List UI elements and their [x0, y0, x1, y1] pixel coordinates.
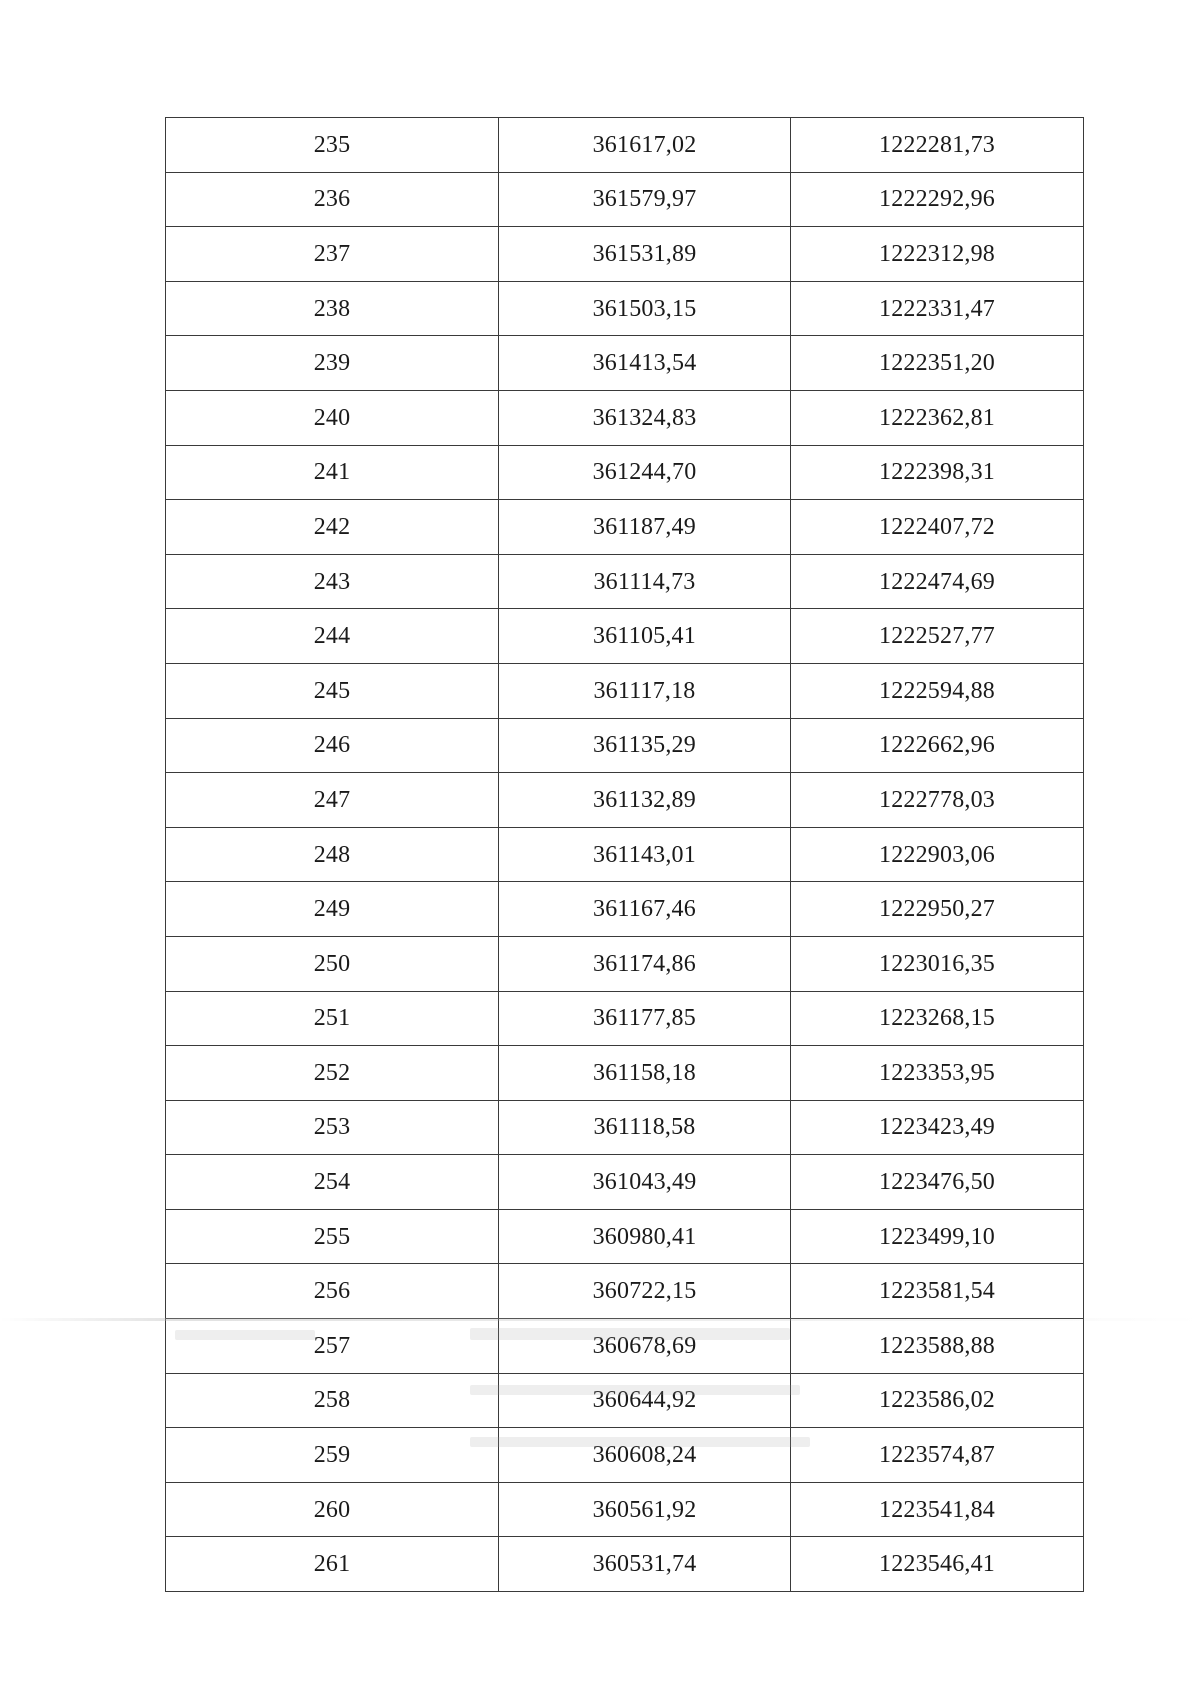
point-number-cell: 237 — [166, 227, 499, 282]
x-coordinate-cell: 361177,85 — [499, 991, 791, 1046]
y-coordinate-cell: 1223423,49 — [791, 1100, 1084, 1155]
point-number-cell: 246 — [166, 718, 499, 773]
y-coordinate-cell: 1223574,87 — [791, 1428, 1084, 1483]
table-row — [166, 827, 1084, 882]
x-coordinate-cell: 361413,54 — [499, 336, 791, 391]
table-row — [166, 281, 1084, 336]
point-number-cell: 253 — [166, 1100, 499, 1155]
table-row — [166, 500, 1084, 555]
y-coordinate-cell: 1222362,81 — [791, 390, 1084, 445]
y-coordinate-cell: 1222950,27 — [791, 882, 1084, 937]
point-number-cell: 240 — [166, 390, 499, 445]
y-coordinate-cell: 1222281,73 — [791, 118, 1084, 173]
point-number-cell: 255 — [166, 1209, 499, 1264]
point-number-cell: 248 — [166, 827, 499, 882]
y-coordinate-cell: 1222331,47 — [791, 281, 1084, 336]
point-number-cell: 257 — [166, 1319, 499, 1374]
table-row — [166, 663, 1084, 718]
y-coordinate-cell: 1223588,88 — [791, 1319, 1084, 1374]
table-row — [166, 609, 1084, 664]
y-coordinate-cell: 1223268,15 — [791, 991, 1084, 1046]
table-row — [166, 172, 1084, 227]
table-row — [166, 1428, 1084, 1483]
x-coordinate-cell: 360980,41 — [499, 1209, 791, 1264]
y-coordinate-cell: 1222594,88 — [791, 663, 1084, 718]
y-coordinate-cell: 1222312,98 — [791, 227, 1084, 282]
table-row — [166, 1482, 1084, 1537]
x-coordinate-cell: 361187,49 — [499, 500, 791, 555]
point-number-cell: 258 — [166, 1373, 499, 1428]
table-row — [166, 336, 1084, 391]
y-coordinate-cell: 1222778,03 — [791, 773, 1084, 828]
point-number-cell: 250 — [166, 936, 499, 991]
y-coordinate-cell: 1223541,84 — [791, 1482, 1084, 1537]
point-number-cell: 241 — [166, 445, 499, 500]
table-row — [166, 445, 1084, 500]
point-number-cell: 261 — [166, 1537, 499, 1592]
point-number-cell: 235 — [166, 118, 499, 173]
table-row — [166, 390, 1084, 445]
point-number-cell: 242 — [166, 500, 499, 555]
point-number-cell: 247 — [166, 773, 499, 828]
y-coordinate-cell: 1222527,77 — [791, 609, 1084, 664]
y-coordinate-cell: 1223499,10 — [791, 1209, 1084, 1264]
x-coordinate-cell: 360644,92 — [499, 1373, 791, 1428]
table-row — [166, 1155, 1084, 1210]
table-row — [166, 554, 1084, 609]
coordinates-table — [165, 117, 1084, 1592]
point-number-cell: 260 — [166, 1482, 499, 1537]
y-coordinate-cell: 1222903,06 — [791, 827, 1084, 882]
point-number-cell: 252 — [166, 1046, 499, 1101]
x-coordinate-cell: 361043,49 — [499, 1155, 791, 1210]
x-coordinate-cell: 360561,92 — [499, 1482, 791, 1537]
y-coordinate-cell: 1222474,69 — [791, 554, 1084, 609]
point-number-cell: 259 — [166, 1428, 499, 1483]
table-row — [166, 882, 1084, 937]
y-coordinate-cell: 1223586,02 — [791, 1373, 1084, 1428]
x-coordinate-cell: 360678,69 — [499, 1319, 791, 1374]
x-coordinate-cell: 361135,29 — [499, 718, 791, 773]
table-row — [166, 991, 1084, 1046]
table-row — [166, 1373, 1084, 1428]
y-coordinate-cell: 1222407,72 — [791, 500, 1084, 555]
y-coordinate-cell: 1222351,20 — [791, 336, 1084, 391]
point-number-cell: 245 — [166, 663, 499, 718]
x-coordinate-cell: 361617,02 — [499, 118, 791, 173]
x-coordinate-cell: 360722,15 — [499, 1264, 791, 1319]
table-row — [166, 118, 1084, 173]
table-row — [166, 227, 1084, 282]
x-coordinate-cell: 361117,18 — [499, 663, 791, 718]
x-coordinate-cell: 361105,41 — [499, 609, 791, 664]
point-number-cell: 251 — [166, 991, 499, 1046]
coordinates-table-body — [166, 118, 1084, 1592]
x-coordinate-cell: 361531,89 — [499, 227, 791, 282]
x-coordinate-cell: 360608,24 — [499, 1428, 791, 1483]
point-number-cell: 239 — [166, 336, 499, 391]
point-number-cell: 254 — [166, 1155, 499, 1210]
x-coordinate-cell: 361114,73 — [499, 554, 791, 609]
x-coordinate-cell: 361132,89 — [499, 773, 791, 828]
table-row — [166, 1100, 1084, 1155]
point-number-cell: 244 — [166, 609, 499, 664]
y-coordinate-cell: 1222398,31 — [791, 445, 1084, 500]
point-number-cell: 256 — [166, 1264, 499, 1319]
point-number-cell: 249 — [166, 882, 499, 937]
x-coordinate-cell: 361118,58 — [499, 1100, 791, 1155]
table-row — [166, 1046, 1084, 1101]
y-coordinate-cell: 1222662,96 — [791, 718, 1084, 773]
y-coordinate-cell: 1222292,96 — [791, 172, 1084, 227]
x-coordinate-cell: 361174,86 — [499, 936, 791, 991]
x-coordinate-cell: 361503,15 — [499, 281, 791, 336]
point-number-cell: 243 — [166, 554, 499, 609]
point-number-cell: 238 — [166, 281, 499, 336]
x-coordinate-cell: 360531,74 — [499, 1537, 791, 1592]
y-coordinate-cell: 1223353,95 — [791, 1046, 1084, 1101]
table-row — [166, 773, 1084, 828]
table-row — [166, 1209, 1084, 1264]
table-row — [166, 718, 1084, 773]
y-coordinate-cell: 1223546,41 — [791, 1537, 1084, 1592]
table-row — [166, 1319, 1084, 1374]
point-number-cell: 236 — [166, 172, 499, 227]
y-coordinate-cell: 1223016,35 — [791, 936, 1084, 991]
x-coordinate-cell: 361244,70 — [499, 445, 791, 500]
x-coordinate-cell: 361579,97 — [499, 172, 791, 227]
table-row — [166, 1537, 1084, 1592]
table-row — [166, 1264, 1084, 1319]
x-coordinate-cell: 361158,18 — [499, 1046, 791, 1101]
x-coordinate-cell: 361167,46 — [499, 882, 791, 937]
y-coordinate-cell: 1223476,50 — [791, 1155, 1084, 1210]
y-coordinate-cell: 1223581,54 — [791, 1264, 1084, 1319]
x-coordinate-cell: 361143,01 — [499, 827, 791, 882]
table-row — [166, 936, 1084, 991]
x-coordinate-cell: 361324,83 — [499, 390, 791, 445]
